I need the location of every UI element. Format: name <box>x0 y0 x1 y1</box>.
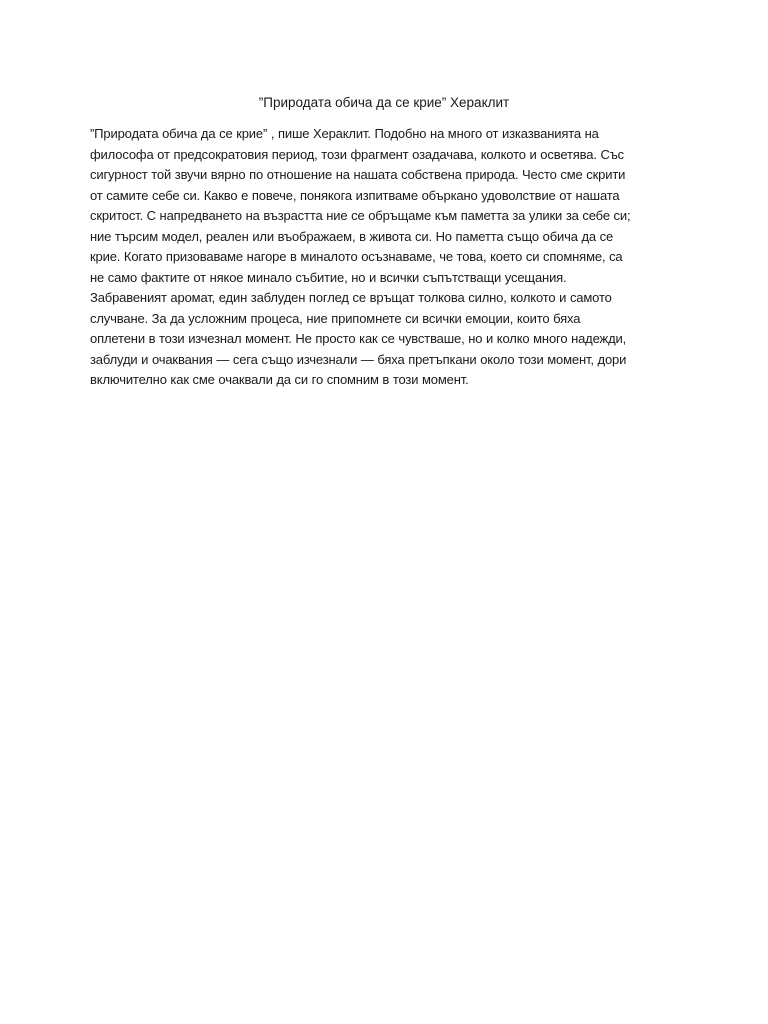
body-line: заблуди и очаквания — сега също изчезнали — бяха претъпкани около този момент, дори <box>90 351 627 367</box>
body-line: скритост. С напредването на възрастта ние се обръщаме към паметта за улики за себе си; <box>90 208 631 223</box>
body-line: не само фактите от някое минало събитие, но и всички съпътстващи усещания. <box>90 269 567 285</box>
body-line: крие. Когато призоваваме нагоре в миналото осъзнаваме, че това, което си спомняме, са <box>90 249 623 264</box>
body-line: ние търсим модел, реален или въображаем, в живота си. Но паметта също обича да се <box>90 228 614 244</box>
body-line: сигурност той звучи вярно по отношение на нашата собствена природа. Често сме скрити <box>90 167 626 182</box>
body-line: случване. За да усложним процеса, ние припомнете си всички емоции, които бяха <box>90 310 581 326</box>
body-line: философа от предсократовия период, този фрагмент озадачава, колкото и осветява. Със <box>90 146 625 162</box>
body-line: Забравеният аромат, един заблуден поглед се връщат толкова силно, колкото и самото <box>90 290 612 305</box>
body-line: ”Природата обича да се крие” , пише Хераклит. Подобно на много от изказванията на <box>90 126 599 141</box>
body-line: от самите себе си. Какво е повече, понякога изпитваме объркано удоволствие от нашата <box>90 187 620 203</box>
document-body <box>90 124 682 391</box>
body-line: оплетени в този изчезнал момент. Не просто как се чувстваше, но и колко много надежди, <box>90 331 627 346</box>
body-line: включително как сме очаквали да си го спомним в този момент. <box>90 372 469 387</box>
document-title: ”Природата обича да се крие” Хераклит <box>258 95 510 110</box>
